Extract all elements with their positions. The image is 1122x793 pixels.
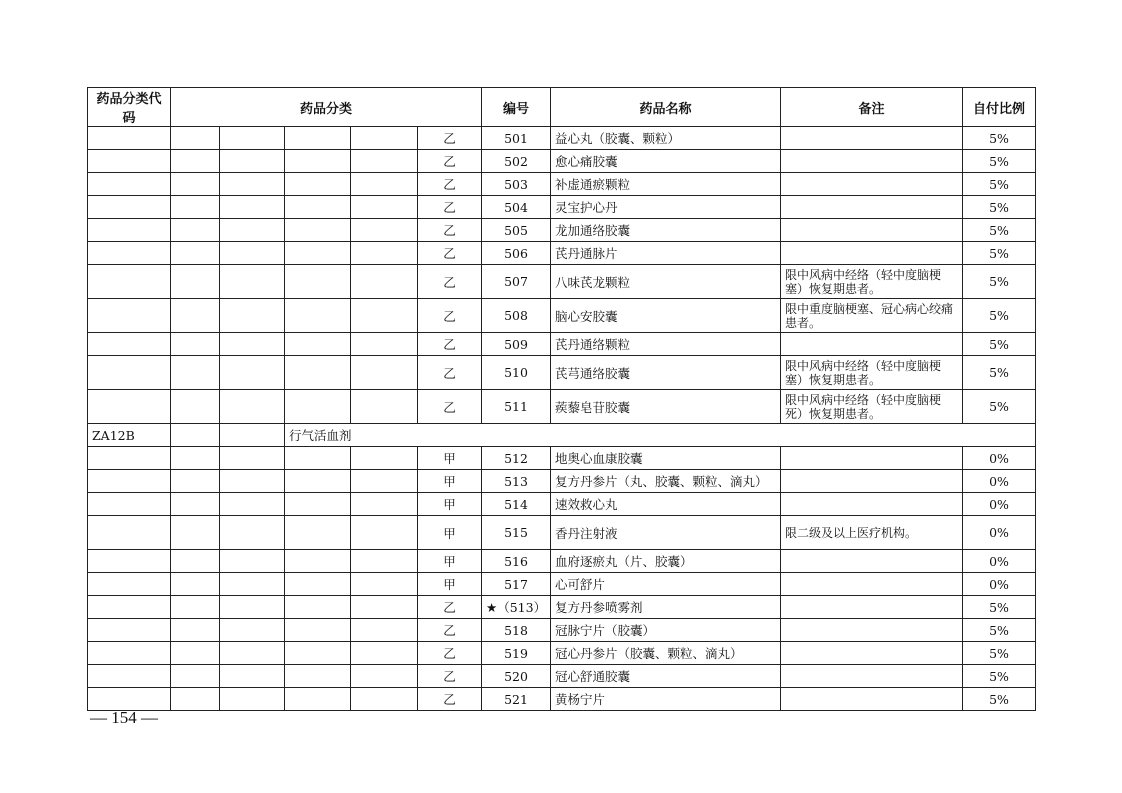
cell-empty: [351, 356, 418, 390]
grade-cell: 乙: [418, 688, 482, 711]
drug-name-cell: 芪丹通络颗粒: [551, 333, 781, 356]
number-cell: 511: [482, 390, 551, 424]
cell-empty: [220, 424, 285, 447]
grade-cell: 乙: [418, 242, 482, 265]
cell-empty: [351, 447, 418, 470]
table-row: [88, 390, 1036, 424]
cell-empty: [285, 390, 351, 424]
cell-empty: [285, 516, 351, 550]
drug-name-cell: 芪丹通脉片: [551, 242, 781, 265]
number-cell: 514: [482, 493, 551, 516]
remark-cell: [781, 642, 963, 665]
drug-name-cell: 冠心舒通胶囊: [551, 665, 781, 688]
ratio-cell: 5%: [963, 242, 1036, 265]
grade-cell: 乙: [418, 150, 482, 173]
grade-cell: 甲: [418, 447, 482, 470]
table-row: [88, 550, 1036, 573]
cell-empty: [285, 265, 351, 299]
cell-empty: [220, 173, 285, 196]
cell-empty: [351, 665, 418, 688]
ratio-cell: 0%: [963, 573, 1036, 596]
cell-empty: [285, 688, 351, 711]
ratio-cell: 5%: [963, 688, 1036, 711]
cell-empty: [171, 573, 220, 596]
grade-cell: 乙: [418, 642, 482, 665]
cell-empty: [351, 596, 418, 619]
ratio-cell: 5%: [963, 173, 1036, 196]
drug-name-cell: 愈心痛胶囊: [551, 150, 781, 173]
cell-empty: [351, 516, 418, 550]
drug-name-cell: 冠心丹参片（胶囊、颗粒、滴丸）: [551, 642, 781, 665]
cell-empty: [88, 642, 171, 665]
cell-empty: [171, 356, 220, 390]
number-cell: 502: [482, 150, 551, 173]
ratio-cell: 5%: [963, 265, 1036, 299]
cell-empty: [285, 550, 351, 573]
grade-cell: 甲: [418, 470, 482, 493]
cell-empty: [285, 219, 351, 242]
ratio-cell: 5%: [963, 333, 1036, 356]
drug-name-cell: 蒺藜皂苷胶囊: [551, 390, 781, 424]
cell-empty: [220, 642, 285, 665]
cell-empty: [220, 665, 285, 688]
cell-empty: [285, 470, 351, 493]
grade-cell: 甲: [418, 493, 482, 516]
cell-empty: [88, 196, 171, 219]
drug-name-cell: 脑心安胶囊: [551, 299, 781, 333]
number-cell: 513: [482, 470, 551, 493]
remark-cell: [781, 596, 963, 619]
drug-name-cell: 心可舒片: [551, 573, 781, 596]
drug-name-cell: 补虚通瘀颗粒: [551, 173, 781, 196]
number-cell: 506: [482, 242, 551, 265]
number-cell: 504: [482, 196, 551, 219]
cell-empty: [351, 242, 418, 265]
number-cell: 520: [482, 665, 551, 688]
cell-empty: [220, 356, 285, 390]
cell-empty: [171, 150, 220, 173]
remark-cell: [781, 219, 963, 242]
cell-empty: [351, 196, 418, 219]
cell-empty: [88, 265, 171, 299]
number-cell: 509: [482, 333, 551, 356]
cell-empty: [351, 150, 418, 173]
cell-empty: [220, 150, 285, 173]
remark-cell: [781, 573, 963, 596]
table-row: [88, 127, 1036, 150]
cell-empty: [171, 447, 220, 470]
cell-empty: [171, 665, 220, 688]
cell-empty: [351, 173, 418, 196]
grade-cell: 甲: [418, 550, 482, 573]
cell-empty: [220, 196, 285, 219]
drug-name-cell: 速效救心丸: [551, 493, 781, 516]
cell-empty: [351, 550, 418, 573]
cell-empty: [220, 493, 285, 516]
cell-empty: [220, 333, 285, 356]
table-row: [88, 470, 1036, 493]
cell-empty: [285, 596, 351, 619]
cell-empty: [220, 688, 285, 711]
section-label: 行气活血剂: [285, 424, 1036, 447]
cell-empty: [171, 688, 220, 711]
cell-empty: [171, 493, 220, 516]
table-row: [88, 333, 1036, 356]
cell-empty: [220, 470, 285, 493]
cell-empty: [171, 619, 220, 642]
cell-empty: [220, 219, 285, 242]
cell-empty: [351, 219, 418, 242]
cell-empty: [171, 424, 220, 447]
cell-empty: [285, 196, 351, 219]
ratio-cell: 0%: [963, 550, 1036, 573]
grade-cell: 乙: [418, 596, 482, 619]
table-row: [88, 173, 1036, 196]
cell-empty: [351, 299, 418, 333]
grade-cell: 乙: [418, 665, 482, 688]
cell-empty: [285, 173, 351, 196]
cell-empty: [285, 619, 351, 642]
remark-cell: 限二级及以上医疗机构。: [781, 516, 963, 550]
cell-empty: [220, 265, 285, 299]
table-row: [88, 665, 1036, 688]
grade-cell: 乙: [418, 299, 482, 333]
remark-cell: 限中风病中经络（轻中度脑梗塞）恢复期患者。: [781, 356, 963, 390]
cell-empty: [285, 333, 351, 356]
grade-cell: 乙: [418, 333, 482, 356]
table-row: [88, 447, 1036, 470]
table-row: [88, 196, 1036, 219]
cell-empty: [351, 333, 418, 356]
remark-cell: 限中风病中经络（轻中度脑梗塞）恢复期患者。: [781, 265, 963, 299]
remark-cell: [781, 493, 963, 516]
cell-empty: [285, 493, 351, 516]
remark-cell: [781, 127, 963, 150]
number-cell: 519: [482, 642, 551, 665]
cell-empty: [88, 596, 171, 619]
cell-empty: [171, 173, 220, 196]
cell-empty: [171, 299, 220, 333]
remark-cell: [781, 619, 963, 642]
table-row: [88, 265, 1036, 299]
drug-name-cell: 香丹注射液: [551, 516, 781, 550]
ratio-cell: 0%: [963, 493, 1036, 516]
table-row: [88, 573, 1036, 596]
ratio-cell: 5%: [963, 150, 1036, 173]
header-name: 药品名称: [551, 88, 781, 127]
ratio-cell: 5%: [963, 642, 1036, 665]
cell-empty: [88, 299, 171, 333]
remark-cell: 限中重度脑梗塞、冠心病心绞痛患者。: [781, 299, 963, 333]
cell-empty: [88, 242, 171, 265]
remark-cell: [781, 688, 963, 711]
ratio-cell: 5%: [963, 390, 1036, 424]
grade-cell: 乙: [418, 219, 482, 242]
cell-empty: [351, 493, 418, 516]
remark-cell: [781, 470, 963, 493]
table-row: [88, 356, 1036, 390]
ratio-cell: 0%: [963, 447, 1036, 470]
number-cell: 515: [482, 516, 551, 550]
number-cell: 512: [482, 447, 551, 470]
table-row: [88, 150, 1036, 173]
grade-cell: 甲: [418, 573, 482, 596]
drug-name-cell: 复方丹参喷雾剂: [551, 596, 781, 619]
grade-cell: 乙: [418, 265, 482, 299]
number-cell: ★（513）: [482, 596, 551, 619]
cell-empty: [171, 219, 220, 242]
cell-empty: [88, 470, 171, 493]
cell-empty: [285, 642, 351, 665]
cell-empty: [88, 493, 171, 516]
number-cell: 505: [482, 219, 551, 242]
table-row: [88, 242, 1036, 265]
cell-empty: [88, 665, 171, 688]
grade-cell: 乙: [418, 619, 482, 642]
ratio-cell: 5%: [963, 665, 1036, 688]
cell-empty: [88, 550, 171, 573]
cell-empty: [351, 390, 418, 424]
cell-empty: [88, 573, 171, 596]
remark-cell: [781, 173, 963, 196]
drug-table: [87, 87, 1036, 711]
cell-empty: [351, 688, 418, 711]
drug-name-cell: 黄杨宁片: [551, 688, 781, 711]
grade-cell: 乙: [418, 173, 482, 196]
section-row: [88, 424, 1036, 447]
number-cell: 517: [482, 573, 551, 596]
cell-empty: [88, 173, 171, 196]
cell-empty: [220, 127, 285, 150]
number-cell: 501: [482, 127, 551, 150]
table-row: [88, 493, 1036, 516]
table-row: [88, 299, 1036, 333]
cell-empty: [171, 196, 220, 219]
cell-empty: [285, 242, 351, 265]
cell-empty: [285, 447, 351, 470]
number-cell: 521: [482, 688, 551, 711]
header-category: 药品分类: [171, 88, 482, 127]
drug-name-cell: 复方丹参片（丸、胶囊、颗粒、滴丸）: [551, 470, 781, 493]
table-row: [88, 219, 1036, 242]
cell-empty: [88, 356, 171, 390]
table-row: [88, 619, 1036, 642]
cell-empty: [88, 390, 171, 424]
grade-cell: 乙: [418, 196, 482, 219]
cell-empty: [220, 447, 285, 470]
ratio-cell: 5%: [963, 356, 1036, 390]
cell-empty: [88, 333, 171, 356]
cell-empty: [220, 390, 285, 424]
cell-empty: [171, 642, 220, 665]
grade-cell: 乙: [418, 356, 482, 390]
drug-name-cell: 益心丸（胶囊、颗粒）: [551, 127, 781, 150]
ratio-cell: 0%: [963, 516, 1036, 550]
drug-name-cell: 芪芎通络胶囊: [551, 356, 781, 390]
cell-empty: [171, 127, 220, 150]
remark-cell: [781, 447, 963, 470]
drug-name-cell: 冠脉宁片（胶囊）: [551, 619, 781, 642]
remark-cell: 限中风病中经络（轻中度脑梗死）恢复期患者。: [781, 390, 963, 424]
table-row: [88, 688, 1036, 711]
table-body: [88, 127, 1036, 711]
remark-cell: [781, 665, 963, 688]
cell-empty: [285, 665, 351, 688]
cell-empty: [220, 619, 285, 642]
cell-empty: [88, 619, 171, 642]
cell-empty: [285, 573, 351, 596]
cell-empty: [285, 150, 351, 173]
remark-cell: [781, 550, 963, 573]
header-ratio: 自付比例: [963, 88, 1036, 127]
number-cell: 510: [482, 356, 551, 390]
cell-empty: [88, 127, 171, 150]
cell-empty: [285, 356, 351, 390]
cell-empty: [171, 596, 220, 619]
cell-empty: [171, 550, 220, 573]
cell-empty: [351, 265, 418, 299]
table-row: [88, 516, 1036, 550]
cell-empty: [351, 642, 418, 665]
ratio-cell: 5%: [963, 219, 1036, 242]
drug-name-cell: 血府逐瘀丸（片、胶囊）: [551, 550, 781, 573]
cell-empty: [171, 333, 220, 356]
drug-name-cell: 龙加通络胶囊: [551, 219, 781, 242]
cell-empty: [351, 573, 418, 596]
table-header-row: [88, 88, 1036, 127]
remark-cell: [781, 196, 963, 219]
drug-name-cell: 灵宝护心丹: [551, 196, 781, 219]
grade-cell: 乙: [418, 390, 482, 424]
number-cell: 518: [482, 619, 551, 642]
ratio-cell: 5%: [963, 596, 1036, 619]
cell-empty: [88, 150, 171, 173]
cell-empty: [220, 550, 285, 573]
cell-empty: [220, 516, 285, 550]
cell-empty: [351, 127, 418, 150]
ratio-cell: 5%: [963, 619, 1036, 642]
cell-empty: [220, 596, 285, 619]
cell-empty: [171, 390, 220, 424]
grade-cell: 乙: [418, 127, 482, 150]
header-remark: 备注: [781, 88, 963, 127]
cell-empty: [220, 242, 285, 265]
number-cell: 516: [482, 550, 551, 573]
remark-cell: [781, 150, 963, 173]
number-cell: 507: [482, 265, 551, 299]
cell-empty: [285, 299, 351, 333]
ratio-cell: 5%: [963, 299, 1036, 333]
cell-empty: [351, 470, 418, 493]
cell-empty: [285, 127, 351, 150]
cell-empty: [220, 299, 285, 333]
number-cell: 508: [482, 299, 551, 333]
table-row: [88, 642, 1036, 665]
page-number: — 154 —: [90, 708, 158, 727]
cell-empty: [171, 516, 220, 550]
cell-empty: [171, 265, 220, 299]
cell-empty: [220, 573, 285, 596]
header-number: 编号: [482, 88, 551, 127]
cell-empty: [88, 516, 171, 550]
section-code: ZA12B: [88, 424, 171, 447]
ratio-cell: 5%: [963, 127, 1036, 150]
cell-empty: [171, 470, 220, 493]
number-cell: 503: [482, 173, 551, 196]
drug-name-cell: 地奥心血康胶囊: [551, 447, 781, 470]
remark-cell: [781, 333, 963, 356]
table-row: [88, 596, 1036, 619]
cell-empty: [88, 447, 171, 470]
ratio-cell: 5%: [963, 196, 1036, 219]
remark-cell: [781, 242, 963, 265]
cell-empty: [88, 219, 171, 242]
drug-name-cell: 八味芪龙颗粒: [551, 265, 781, 299]
cell-empty: [171, 242, 220, 265]
header-code: 药品分类代码: [88, 88, 171, 127]
ratio-cell: 0%: [963, 470, 1036, 493]
grade-cell: 甲: [418, 516, 482, 550]
cell-empty: [351, 619, 418, 642]
